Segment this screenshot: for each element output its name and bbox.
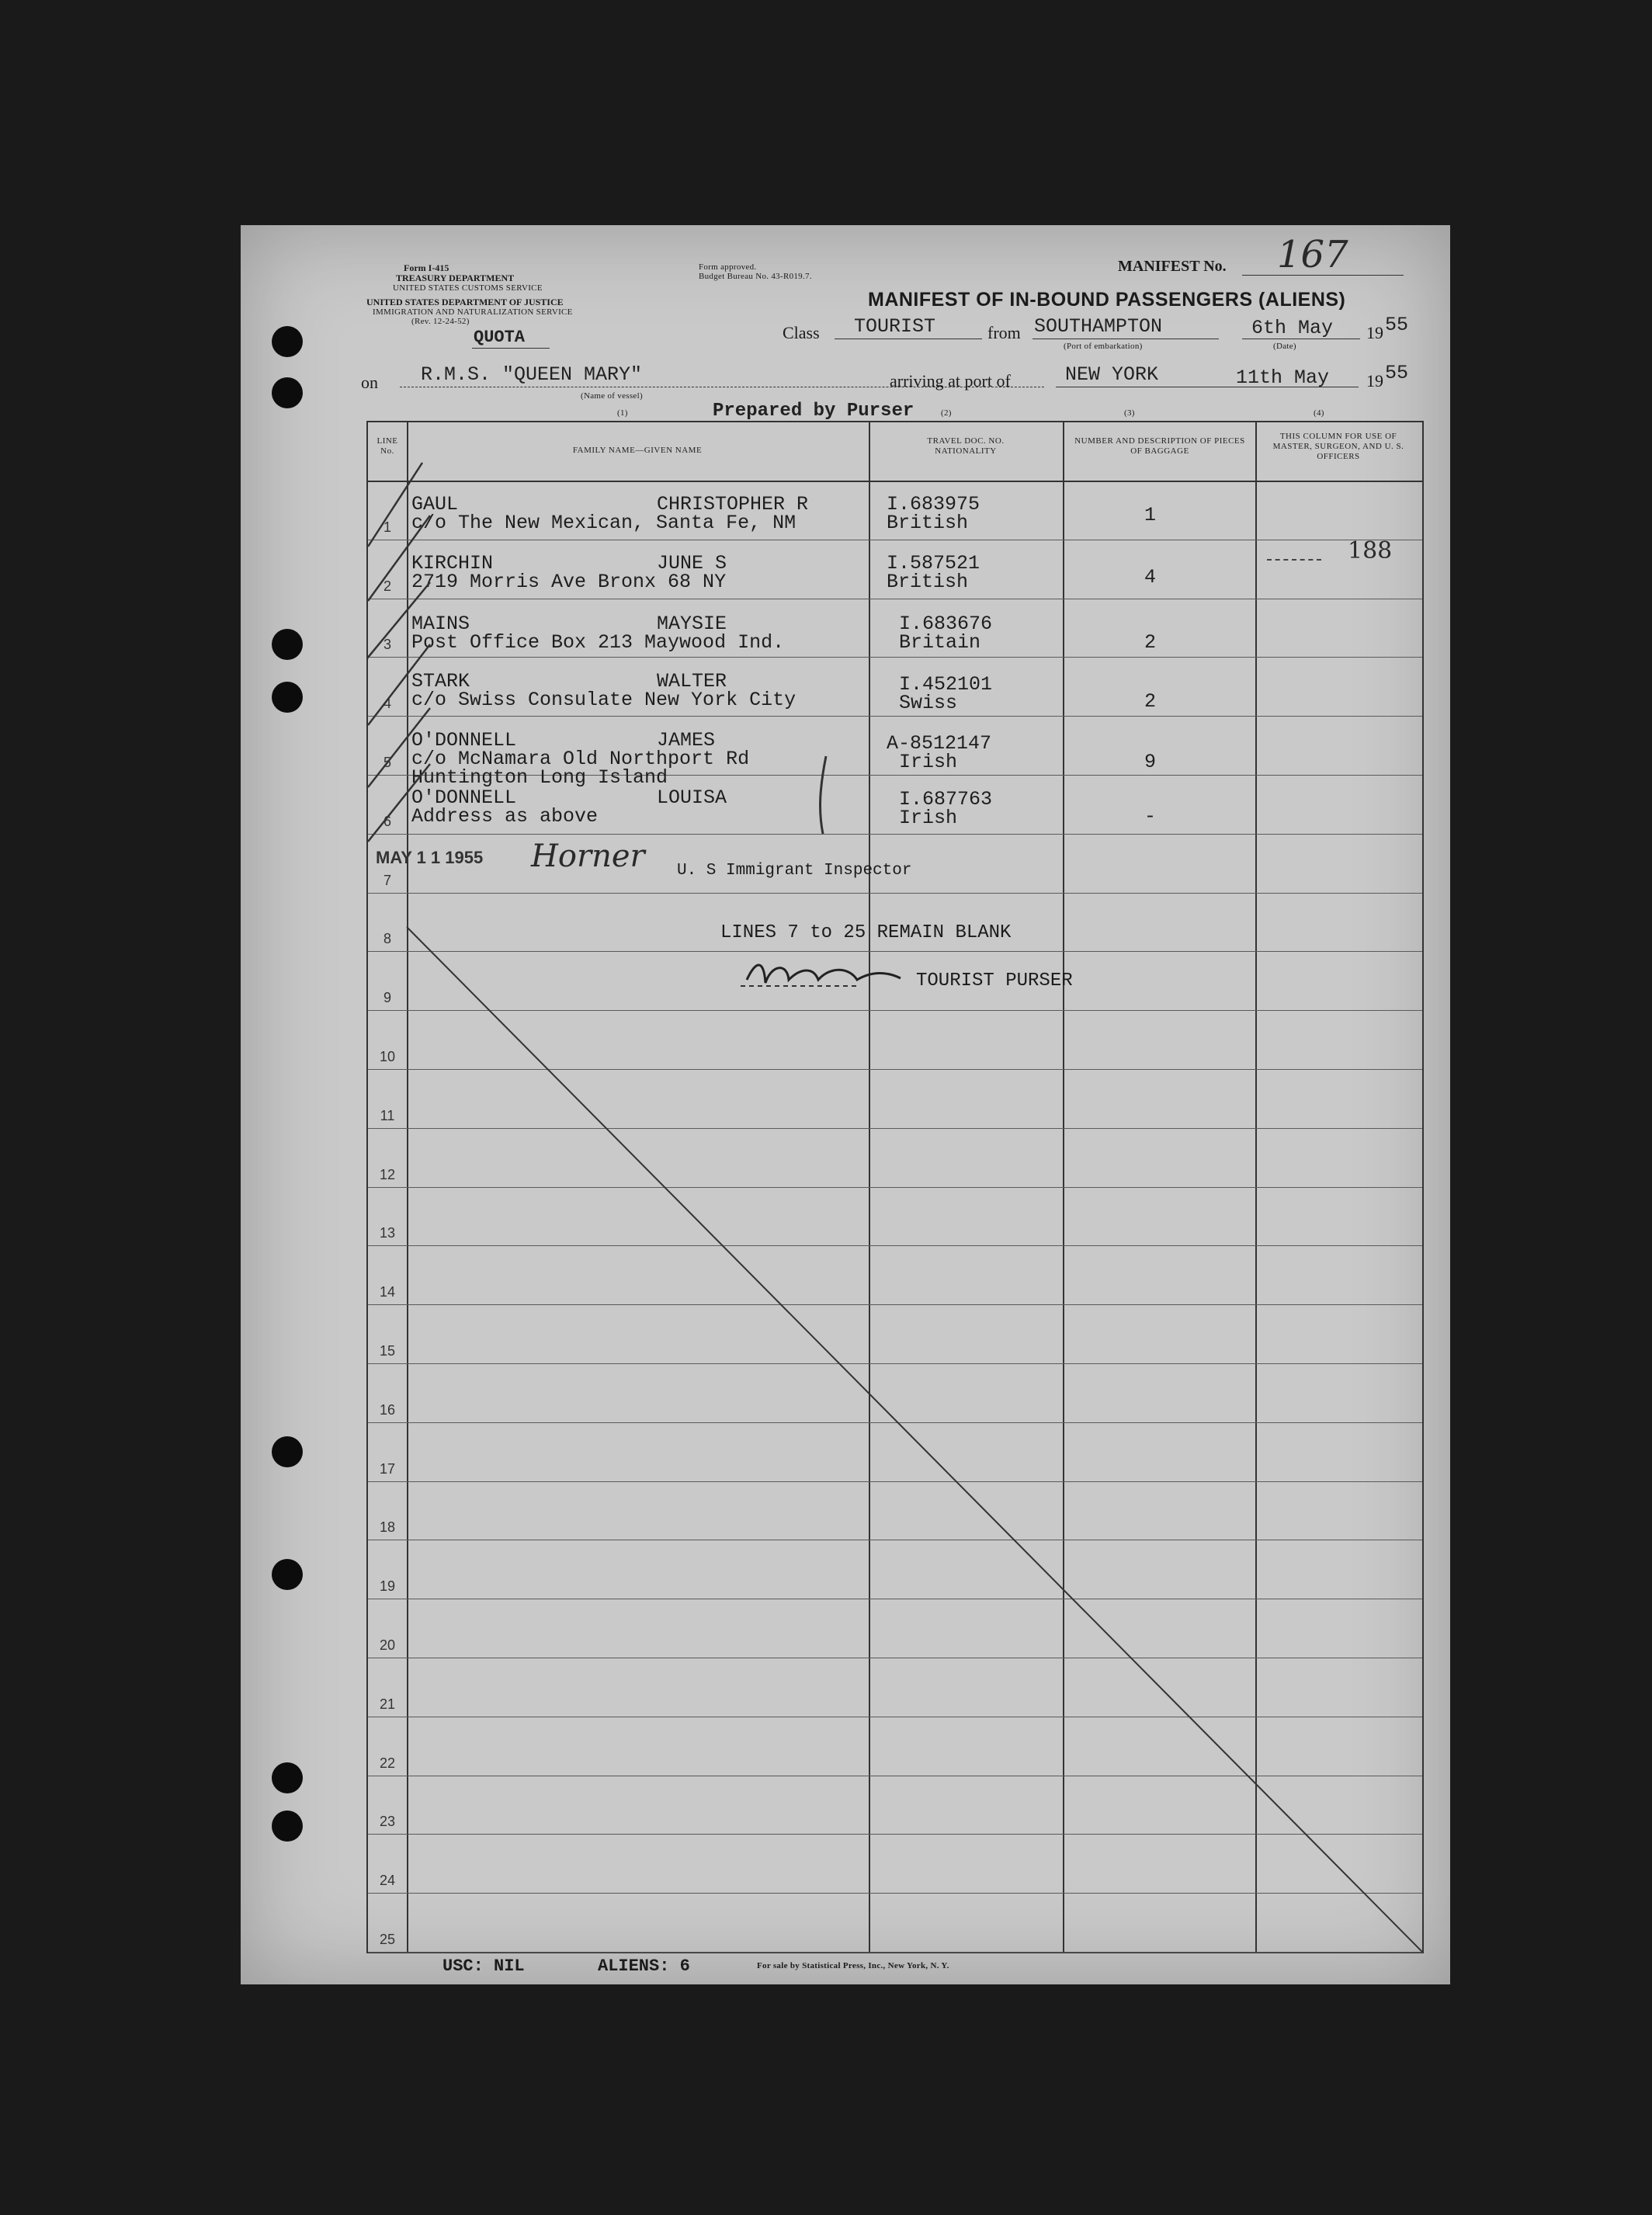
given-name: MAYSIE: [657, 613, 727, 635]
line-number: 23: [379, 1814, 396, 1830]
class-value: TOURIST: [854, 315, 936, 338]
passenger-table: [366, 421, 1424, 1953]
col-head-name: FAMILY NAME—GIVEN NAME: [572, 446, 703, 455]
line-number: 20: [379, 1637, 396, 1653]
baggage: -: [1144, 805, 1157, 828]
nationality: British: [887, 571, 969, 593]
address: c/o McNamara Old Northport Rd: [411, 748, 750, 770]
arriving-label: arriving at port of: [890, 371, 1011, 391]
line-number: 8: [383, 931, 391, 947]
given-name: LOUISA: [657, 786, 727, 809]
ref-2: (2): [941, 408, 952, 418]
line-number: 16: [379, 1401, 396, 1418]
manifest-number-label: MANIFEST No.: [1118, 258, 1227, 275]
vessel-name: R.M.S. "QUEEN MARY": [421, 363, 643, 386]
arrival-year-prefix: 19: [1366, 371, 1383, 391]
treasury-label: TREASURY DEPARTMENT: [396, 273, 515, 283]
class-underline: [835, 338, 982, 339]
col-head-travel-doc: TRAVEL DOC. NO. NATIONALITY: [927, 436, 1005, 456]
nationality: Irish: [899, 807, 958, 829]
embark-date-underline: [1242, 338, 1360, 339]
col-head-officers: THIS COLUMN FOR USE OF MASTER, SURGEON, AND U. S. OFFICERS: [1272, 432, 1404, 461]
ref-4: (4): [1314, 408, 1324, 418]
given-name: JUNE S: [657, 552, 727, 575]
line-number: 7: [383, 872, 391, 888]
port-of-arrival: NEW YORK: [1065, 363, 1159, 386]
family-name: MAINS: [411, 613, 470, 635]
ref-3: (3): [1124, 408, 1135, 418]
line-number: 22: [379, 1755, 396, 1771]
manifest-number-underline: [1242, 275, 1404, 276]
address: Post Office Box 213 Maywood Ind.: [411, 631, 785, 654]
arrival-year: 55: [1385, 362, 1409, 384]
binder-hole: [272, 682, 303, 713]
manifest-title: MANIFEST OF IN-BOUND PASSENGERS (ALIENS): [868, 289, 1346, 311]
binder-hole: [272, 1559, 303, 1590]
address: Address as above: [411, 805, 599, 828]
customs-label: UNITED STATES CUSTOMS SERVICE: [393, 283, 543, 293]
quota-label: QUOTA: [474, 328, 526, 347]
embark-caption: (Port of embarkation): [1064, 342, 1143, 351]
quota-underline: [472, 348, 550, 349]
embarkation-date: 6th May: [1251, 317, 1334, 339]
binder-hole: [272, 1811, 303, 1842]
manifest-number: 167: [1277, 233, 1348, 276]
given-name: CHRISTOPHER R: [657, 493, 809, 516]
baggage: 1: [1144, 504, 1157, 526]
family-name: O'DONNELL: [411, 786, 517, 809]
officer-note: 188: [1348, 537, 1393, 564]
address: c/o The New Mexican, Santa Fe, NM: [411, 512, 796, 534]
on-label: on: [361, 373, 378, 392]
baggage: 2: [1144, 690, 1157, 713]
travel-doc-no: I.452101: [899, 673, 993, 696]
binder-hole: [272, 629, 303, 660]
line-number: 10: [379, 1049, 396, 1064]
line-number: 3: [383, 637, 391, 653]
revision-label: (Rev. 12-24-52): [411, 317, 470, 326]
line-number: 21: [379, 1696, 396, 1712]
justice-label: UNITED STATES DEPARTMENT OF JUSTICE: [366, 297, 564, 307]
line-number: 2: [383, 578, 391, 594]
baggage: 4: [1144, 566, 1157, 588]
embark-year: 55: [1385, 314, 1409, 336]
travel-doc-no: I.683676: [899, 613, 993, 635]
line-number: 6: [383, 813, 391, 829]
line-number: 14: [379, 1284, 396, 1300]
date-caption: (Date): [1273, 342, 1296, 351]
binder-hole: [272, 1436, 303, 1467]
annotation-strokes: [368, 422, 1422, 1952]
line-number: 24: [379, 1873, 396, 1889]
budget-bureau: Budget Bureau No. 43-R019.7.: [699, 272, 812, 281]
line-number: 1: [383, 519, 391, 535]
line-number: 13: [379, 1225, 396, 1241]
line-number: 4: [383, 696, 391, 712]
family-name: O'DONNELL: [411, 729, 517, 752]
given-name: JAMES: [657, 729, 716, 752]
family-name: KIRCHIN: [411, 552, 494, 575]
baggage: 9: [1144, 751, 1157, 773]
address-line-2: Huntington Long Island: [411, 766, 668, 789]
aliens-count: ALIENS: 6: [598, 1956, 690, 1976]
purser-title: TOURIST PURSER: [916, 970, 1073, 991]
col-head-line-no: LINE No.: [377, 436, 398, 456]
travel-doc-no: I.683975: [887, 493, 980, 516]
usc-count: USC: NIL: [442, 1956, 525, 1976]
manifest-page: [241, 225, 1450, 1984]
line-number: 5: [383, 755, 391, 770]
inspection-stamp-date: MAY 1 1 1955: [376, 848, 484, 867]
from-label: from: [987, 323, 1021, 342]
class-label: Class: [783, 323, 820, 342]
nationality: Irish: [899, 751, 958, 773]
family-name: STARK: [411, 670, 470, 693]
col-head-baggage: NUMBER AND DESCRIPTION OF PIECES OF BAGGAGE: [1074, 436, 1245, 456]
line-number: 15: [379, 1343, 396, 1359]
line-number: 12: [379, 1166, 396, 1182]
ref-1: (1): [617, 408, 628, 418]
line-number: 11: [380, 1107, 395, 1123]
prepared-by: Prepared by Purser: [713, 401, 914, 422]
binder-hole: [272, 377, 303, 408]
travel-doc-no: I.687763: [899, 788, 993, 811]
vessel-caption: (Name of vessel): [581, 391, 643, 401]
line-number: 9: [383, 990, 391, 1006]
form-number: Form I-415: [404, 262, 449, 273]
nationality: British: [887, 512, 969, 534]
row-line: [368, 1952, 1422, 1953]
inspector-title: U. S Immigrant Inspector: [677, 862, 912, 880]
ins-label: IMMIGRATION AND NATURALIZATION SERVICE: [373, 307, 573, 317]
line-number: 25: [379, 1932, 396, 1947]
arrival-date: 11th May: [1236, 366, 1330, 389]
embark-year-prefix: 19: [1366, 323, 1383, 342]
printer-credit: For sale by Statistical Press, Inc., New York, N. Y.: [757, 1961, 949, 1970]
line-number: 19: [379, 1578, 396, 1595]
given-name: WALTER: [657, 670, 727, 693]
embark-underline: [1032, 338, 1219, 339]
binder-hole: [272, 326, 303, 357]
address: c/o Swiss Consulate New York City: [411, 689, 796, 711]
travel-doc-no: A-8512147: [887, 732, 992, 755]
nationality: Swiss: [899, 692, 958, 714]
baggage: 2: [1144, 631, 1157, 654]
address: 2719 Morris Ave Bronx 68 NY: [411, 571, 727, 593]
nationality: Britain: [899, 631, 981, 654]
travel-doc-no: I.587521: [887, 552, 980, 575]
inspector-signature: Horner: [531, 838, 645, 874]
family-name: GAUL: [411, 493, 459, 516]
port-of-embarkation: SOUTHAMPTON: [1034, 315, 1163, 338]
line-number: 18: [379, 1519, 396, 1536]
form-approved: Form approved.: [699, 262, 757, 272]
binder-hole: [272, 1762, 303, 1793]
remain-blank-note: LINES 7 to 25 REMAIN BLANK: [720, 922, 1012, 943]
line-number: 17: [379, 1460, 396, 1477]
